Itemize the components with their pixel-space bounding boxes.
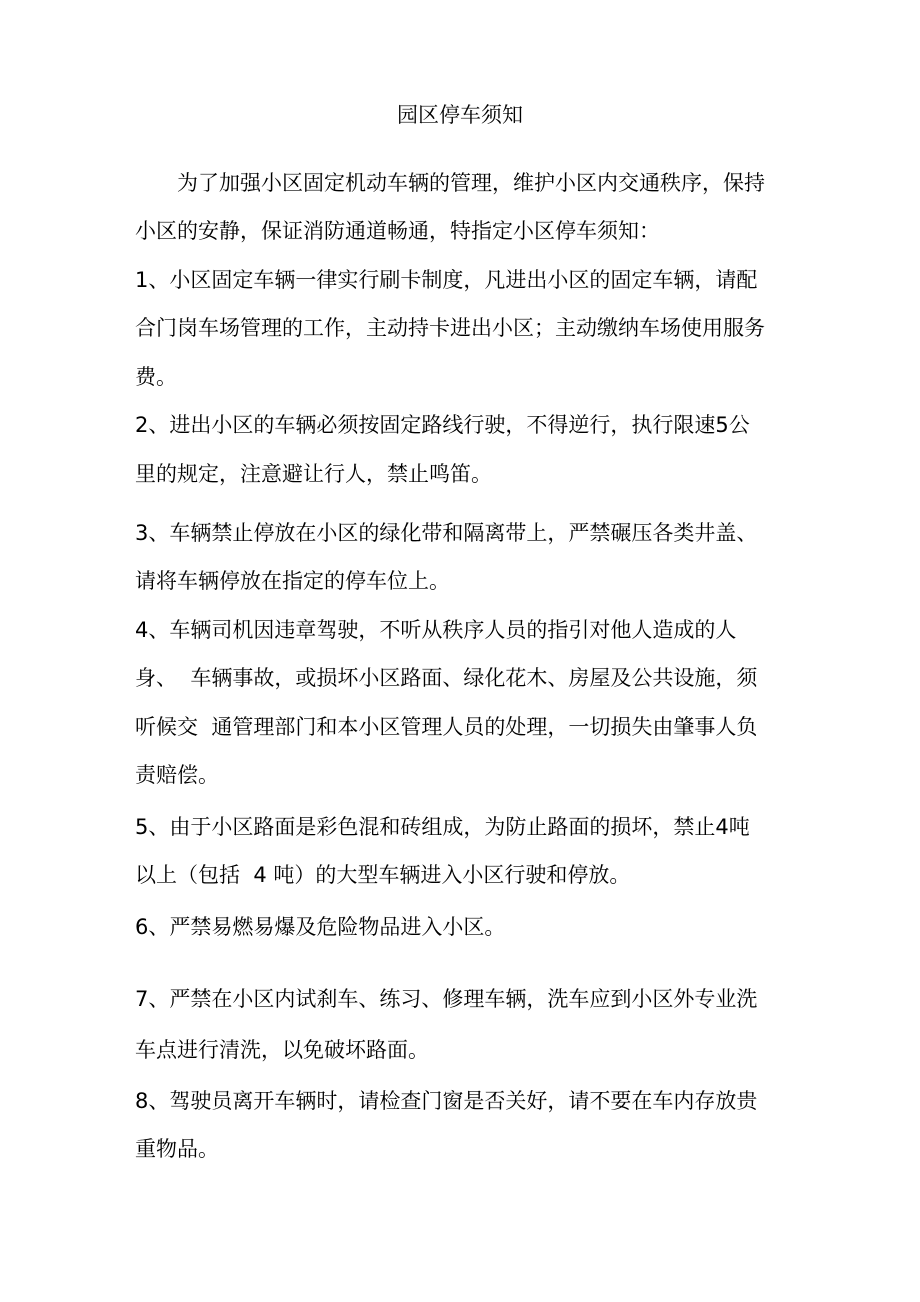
rule-3-line: 3、车辆禁止停放在小区的绿化带和隔离带上，严禁碾压各类井盖、 bbox=[135, 521, 758, 545]
rule-5-line: 5、由于小区路面是彩色混和砖组成，为防止路面的损坏，禁止4吨 bbox=[135, 815, 750, 839]
rule-4-line: 听候交 通管理部门和本小区管理人员的处理，一切损失由肇事人负 bbox=[135, 715, 758, 739]
rule-4-line: 责赔偿。 bbox=[135, 763, 219, 787]
rule-4-line: 身、 车辆事故，或损坏小区路面、绿化花木、房屋及公共设施，须 bbox=[135, 666, 758, 690]
rule-1-line: 1、小区固定车辆一律实行刷卡制度，凡进出小区的固定车辆，请配 bbox=[135, 268, 758, 292]
rule-4-line: 4、车辆司机因违章驾驶，不听从秩序人员的指引对他人造成的人 bbox=[135, 618, 737, 642]
rule-2-line: 2、进出小区的车辆必须按固定路线行驶，不得逆行，执行限速5公 bbox=[135, 413, 750, 437]
rule-3-line: 请将车辆停放在指定的停车位上。 bbox=[135, 569, 450, 593]
rule-8-line: 8、驾驶员离开车辆时，请检查门窗是否关好，请不要在车内存放贵 bbox=[135, 1089, 758, 1113]
rule-6-line: 6、严禁易燃易爆及危险物品进入小区。 bbox=[135, 915, 506, 939]
rule-8-line: 重物品。 bbox=[135, 1137, 219, 1161]
rule-2-line: 里的规定，注意避让行人，禁止鸣笛。 bbox=[135, 462, 492, 486]
rule-1-line: 合门岗车场管理的工作，主动持卡进出小区；主动缴纳车场使用服务 bbox=[135, 316, 765, 340]
rule-1-line: 费。 bbox=[135, 365, 177, 389]
rule-5-line: 以上（包括 4 吨）的大型车辆进入小区行驶和停放。 bbox=[135, 863, 631, 887]
rule-7-line: 7、严禁在小区内试刹车、练习、修理车辆，洗车应到小区外专业洗 bbox=[135, 987, 758, 1011]
intro-line: 小区的安静，保证消防通道畅通，特指定小区停车须知： bbox=[135, 219, 660, 243]
rule-7-line: 车点进行清洗，以免破坏路面。 bbox=[135, 1038, 429, 1062]
document-title: 园区停车须知 bbox=[397, 103, 523, 127]
intro-line: 为了加强小区固定机动车辆的管理，维护小区内交通秩序，保持 bbox=[177, 171, 765, 195]
